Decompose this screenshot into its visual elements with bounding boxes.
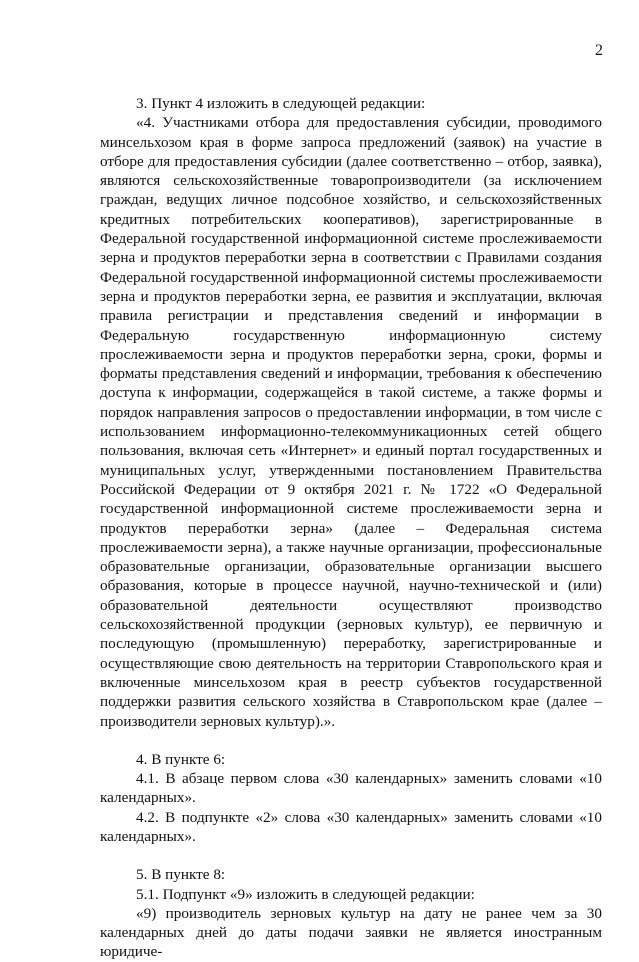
- section-4-2: 4.2. В подпункте «2» слова «30 календарных» заменить словами «10 календарных».: [100, 808, 602, 845]
- section-3-body: «4. Участниками отбора для предоставления субсидии, проводимого минсельхозом края в форме запроса предложений (заявок) на участие в отборе для предоставления субсидии (далее соответственно – отбор, заявка), являются сельскохозяйственные товаропроизводители (за исключением граждан, ведущих личное подсобное хозяйство, и сельскохозяйственных кредитных потребительских кооперативов), зарегистрированные в Федеральной государственной информационной системе прослеживаемости зерна и продуктов переработки зерна в соответствии с Правилами создания Федеральной государственной информационной системы прослеживаемости зерна и продуктов переработки зерна, ее развития и эксплуатации, включая правила регистрации и представления сведений и информации в Федеральную государственную информационную систему прослеживаемости зерна и продуктов переработки зерна, сроки, формы и форматы представления сведений и информации, требования к обеспечению доступа к информации, содержащейся в такой системе, а также формы и порядок направления запросов о предоставлении информации, в том числе с использованием информационно-телекоммуникационных сетей общего пользования, включая сеть «Интернет» и единый портал государственных и муниципальных услуг, утвержденными постановлением Правительства Российской Федерации от 9 октября 2021 г. № 1722 «О Федеральной государственной информационной системе прослеживаемости зерна и продуктов переработки зерна» (далее – Федеральная система прослеживаемости зерна), а также научные организации, профессиональные образовательные организации, образовательные организации высшего образования, которые в процессе научной, научно-технической и (или) образовательной деятельности осуществляют производство сельскохозяйственной продукции (зерновых культур), ее первичную и последующую (промышленную) переработку, зарегистрированные и осуществляющие свою деятельность на территории Ставропольского края и включенные минсельхозом края в реестр субъектов государственной поддержки развития сельского хозяйства в Ставропольском крае (далее – производители зерновых культур).».: [100, 114, 602, 730]
- page-number: 2: [595, 42, 603, 59]
- document-body: [100, 94, 602, 962]
- section-5-heading: 5. В пункте 8:: [136, 866, 226, 884]
- section-4-1: 4.1. В абзаце первом слова «30 календарных» заменить словами «10 календарных».: [100, 770, 602, 807]
- section-5-1-body: «9) производитель зерновых культур на дату не ранее чем за 30 календарных дней до даты подачи заявки не является иностранным юридиче-: [100, 904, 602, 961]
- paragraph-gap: [100, 731, 602, 750]
- section-3-heading: 3. Пункт 4 изложить в следующей редакции:: [136, 95, 426, 112]
- section-4-heading: 4. В пункте 6:: [136, 750, 226, 768]
- paragraph-gap: [100, 846, 602, 865]
- section-5-1: 5.1. Подпункт «9» изложить в следующей редакции:: [136, 885, 475, 903]
